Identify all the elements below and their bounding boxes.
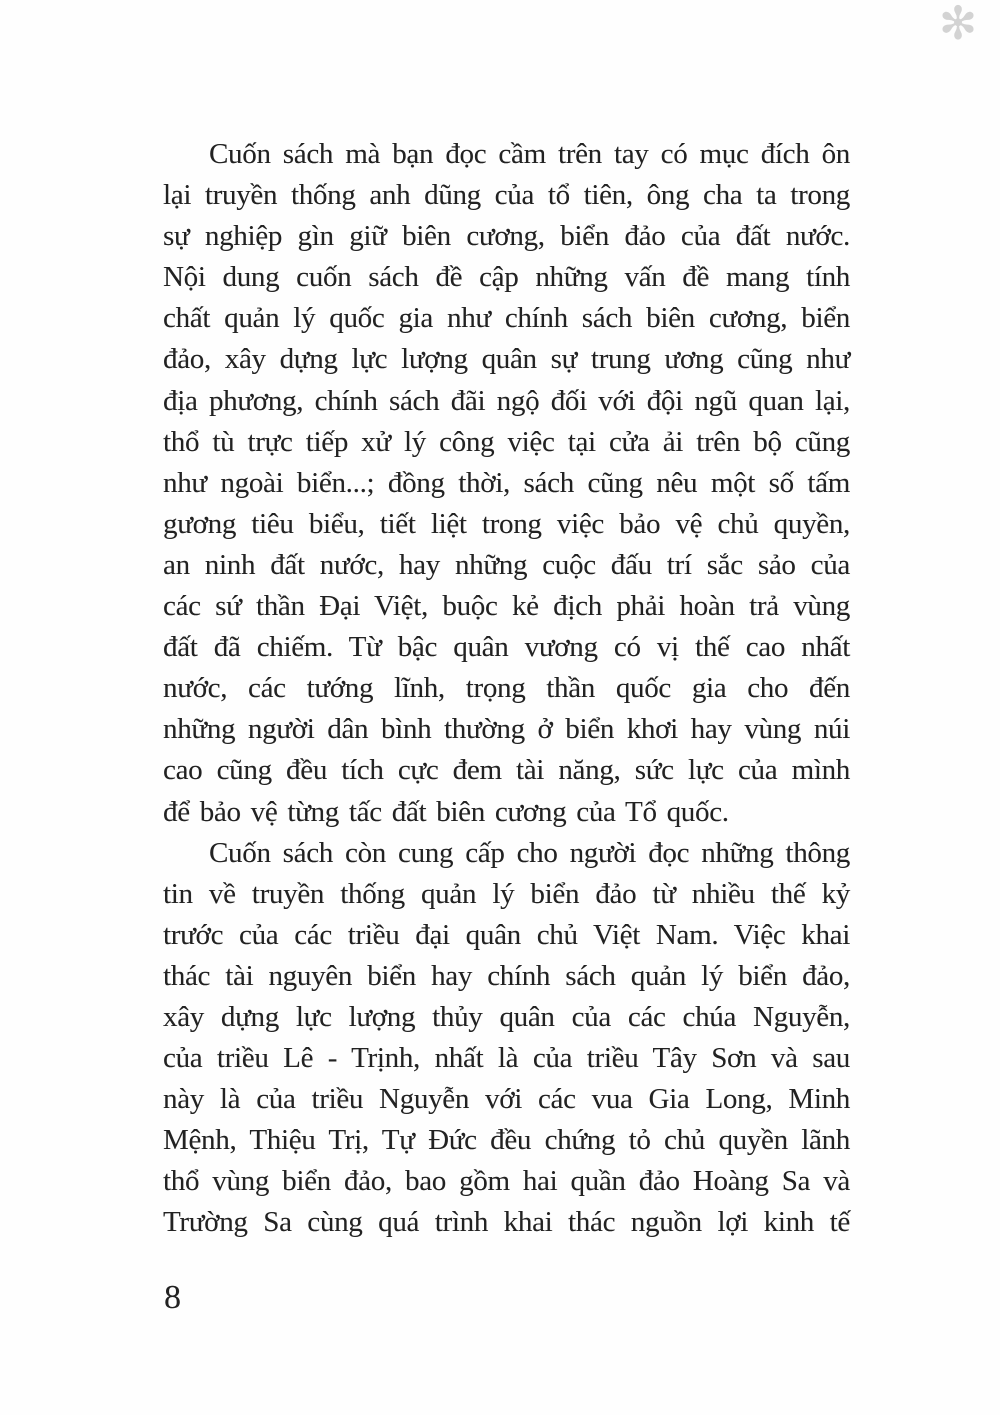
text-line: của triều Lê - Trịnh, nhất là của triều Tây Sơn và sau [163,1042,850,1075]
text-line: các sứ thần Đại Việt, buộc kẻ địch phải hoàn trả vùng [163,590,850,623]
paragraph [163,134,850,833]
flower-ornament-icon: ✻ [938,0,978,49]
text-line: đảo, xây dựng lực lượng quân sự trung ương cũng như [163,343,850,376]
text-line: đất đã chiếm. Từ bậc quân vương có vị thế cao nhất [163,631,850,664]
text-line: địa phương, chính sách đãi ngộ đối với đội ngũ quan lại, [163,384,850,417]
text-line: an ninh đất nước, hay những cuộc đấu trí sắc sảo của [163,548,850,581]
text-line: lại truyền thống anh dũng của tổ tiên, ông cha ta trong [163,179,850,212]
text-line: này là của triều Nguyễn với các vua Gia Long, Minh [163,1083,850,1116]
text-line: gương tiêu biểu, tiết liệt trong việc bảo vệ chủ quyền, [163,507,850,540]
text-line: Nội dung cuốn sách đề cập những vấn đề mang tính [163,261,850,294]
text-line: sự nghiệp gìn giữ biên cương, biển đảo của đất nước. [163,220,850,253]
text-line: để bảo vệ từng tấc đất biên cương của Tổ quốc. [163,795,729,828]
text-line: thác tài nguyên biển hay chính sách quản lý biển đảo, [163,959,850,992]
page-number: 8 [164,1279,181,1316]
text-line: thổ vùng biển đảo, bao gồm hai quần đảo Hoàng Sa và [163,1165,850,1198]
paragraph [163,833,850,1244]
text-line: Trường Sa cùng quá trình khai thác nguồn lợi kinh tế [163,1206,850,1239]
text-line: những người dân bình thường ở biển khơi hay vùng núi [163,713,850,746]
text-line: như ngoài biển...; đồng thời, sách cũng nêu một số tấm [163,466,850,499]
text-line: xây dựng lực lượng thủy quân của các chúa Nguyễn, [163,1000,850,1033]
text-line: Cuốn sách mà bạn đọc cầm trên tay có mục đích ôn [209,138,850,170]
body-text [163,134,850,1244]
text-line: chất quản lý quốc gia như chính sách biên cương, biển [163,302,850,335]
text-line: Mệnh, Thiệu Trị, Tự Đức đều chứng tỏ chủ quyền lãnh [163,1124,850,1157]
text-line: nước, các tướng lĩnh, trọng thần quốc gia cho đến [163,672,850,705]
text-line: cao cũng đều tích cực đem tài năng, sức lực của mình [163,754,850,787]
text-line: trước của các triều đại quân chủ Việt Nam. Việc khai [163,918,850,951]
text-line: Cuốn sách còn cung cấp cho người đọc những thông [209,836,850,869]
text-line: tin về truyền thống quản lý biển đảo từ nhiều thế kỷ [163,877,850,910]
text-line: thổ tù trực tiếp xử lý công việc tại cửa ải trên bộ cũng [163,425,850,458]
